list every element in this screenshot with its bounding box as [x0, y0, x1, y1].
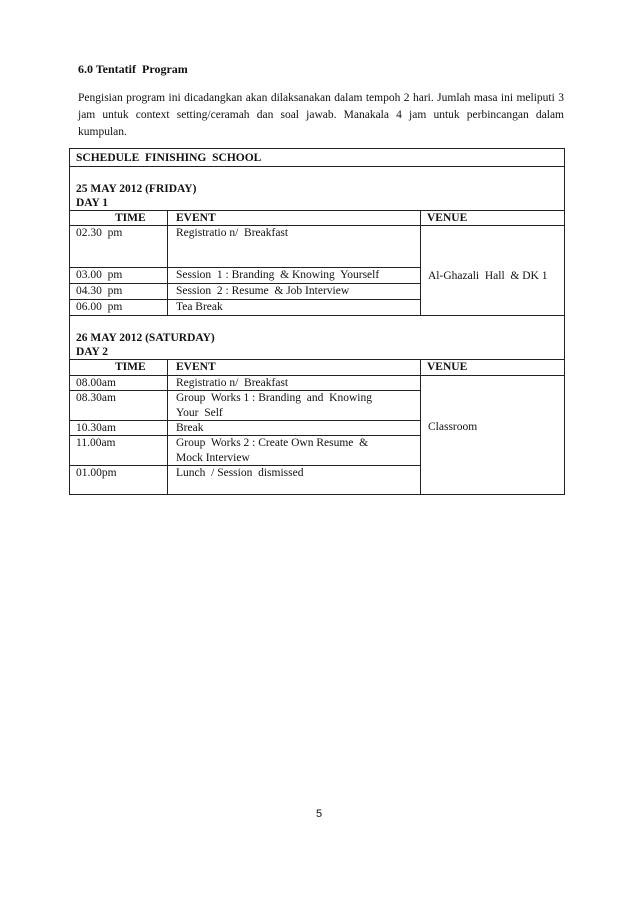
- table-row-event: Tea Break: [176, 301, 223, 313]
- table-row-time: 11.00am: [76, 437, 116, 449]
- table-row-time: 10.30am: [76, 422, 116, 434]
- table-row-time: 08.30am: [76, 392, 116, 404]
- day1-col-time: TIME: [115, 212, 146, 224]
- day2-venue: Classroom: [428, 421, 478, 433]
- table-row-event: Session 1 : Branding & Knowing Yourself: [176, 269, 380, 281]
- page-number: 5: [315, 808, 323, 820]
- table-row-event: Session 2 : Resume & Job Interview: [176, 285, 350, 297]
- intro-paragraph: Pengisian program ini dicadangkan akan dilaksanakan dalam tempoh 2 hari. Jumlah masa ini meliputi 3 jam untuk context setting/ceramah dan soal jawab. Manakala 4 jam untuk perbincangan dalam kumpulan.: [78, 92, 564, 138]
- table-row-time: 04.30 pm: [76, 285, 123, 297]
- table-row-event: Group Works 1 : Branding and Knowing: [176, 392, 372, 404]
- divider: [70, 166, 564, 167]
- divider: [167, 359, 168, 494]
- table-row-event: Registratio n/ Breakfast: [176, 377, 289, 389]
- day1-label: DAY 1: [76, 197, 109, 209]
- day1-col-event: EVENT: [176, 212, 216, 224]
- day2-col-venue: VENUE: [427, 361, 468, 373]
- table-row-event-cont: Mock Interview: [176, 452, 250, 464]
- divider: [70, 315, 564, 316]
- day2-col-event: EVENT: [176, 361, 216, 373]
- table-row-event-cont: Your Self: [176, 407, 223, 419]
- table-row-event: Registratio n/ Breakfast: [176, 227, 289, 239]
- day1-date: 25 MAY 2012 (FRIDAY): [76, 183, 197, 195]
- divider: [70, 225, 564, 226]
- day2-label: DAY 2: [76, 346, 109, 358]
- table-row-time: 02.30 pm: [76, 227, 123, 239]
- day1-col-venue: VENUE: [427, 212, 468, 224]
- table-row-time: 01.00pm: [76, 467, 117, 479]
- section-heading: 6.0 Tentatif Program: [78, 62, 188, 76]
- divider: [167, 210, 168, 315]
- schedule-title: SCHEDULE FINISHING SCHOOL: [76, 152, 262, 164]
- table-row-time: 06.00 pm: [76, 301, 123, 313]
- table-row-event: Lunch / Session dismissed: [176, 467, 304, 479]
- table-row-time: 08.00am: [76, 377, 116, 389]
- divider: [420, 210, 421, 315]
- day1-venue: Al-Ghazali Hall & DK 1: [428, 270, 548, 282]
- divider: [420, 359, 421, 494]
- divider: [70, 375, 564, 376]
- divider: [70, 420, 420, 421]
- table-row-event: Break: [176, 422, 204, 434]
- divider: [70, 299, 420, 300]
- table-row-event: Group Works 2 : Create Own Resume &: [176, 437, 369, 449]
- day2-col-time: TIME: [115, 361, 146, 373]
- table-row-time: 03.00 pm: [76, 269, 123, 281]
- schedule-table: [69, 148, 565, 495]
- day2-date: 26 MAY 2012 (SATURDAY): [76, 332, 215, 344]
